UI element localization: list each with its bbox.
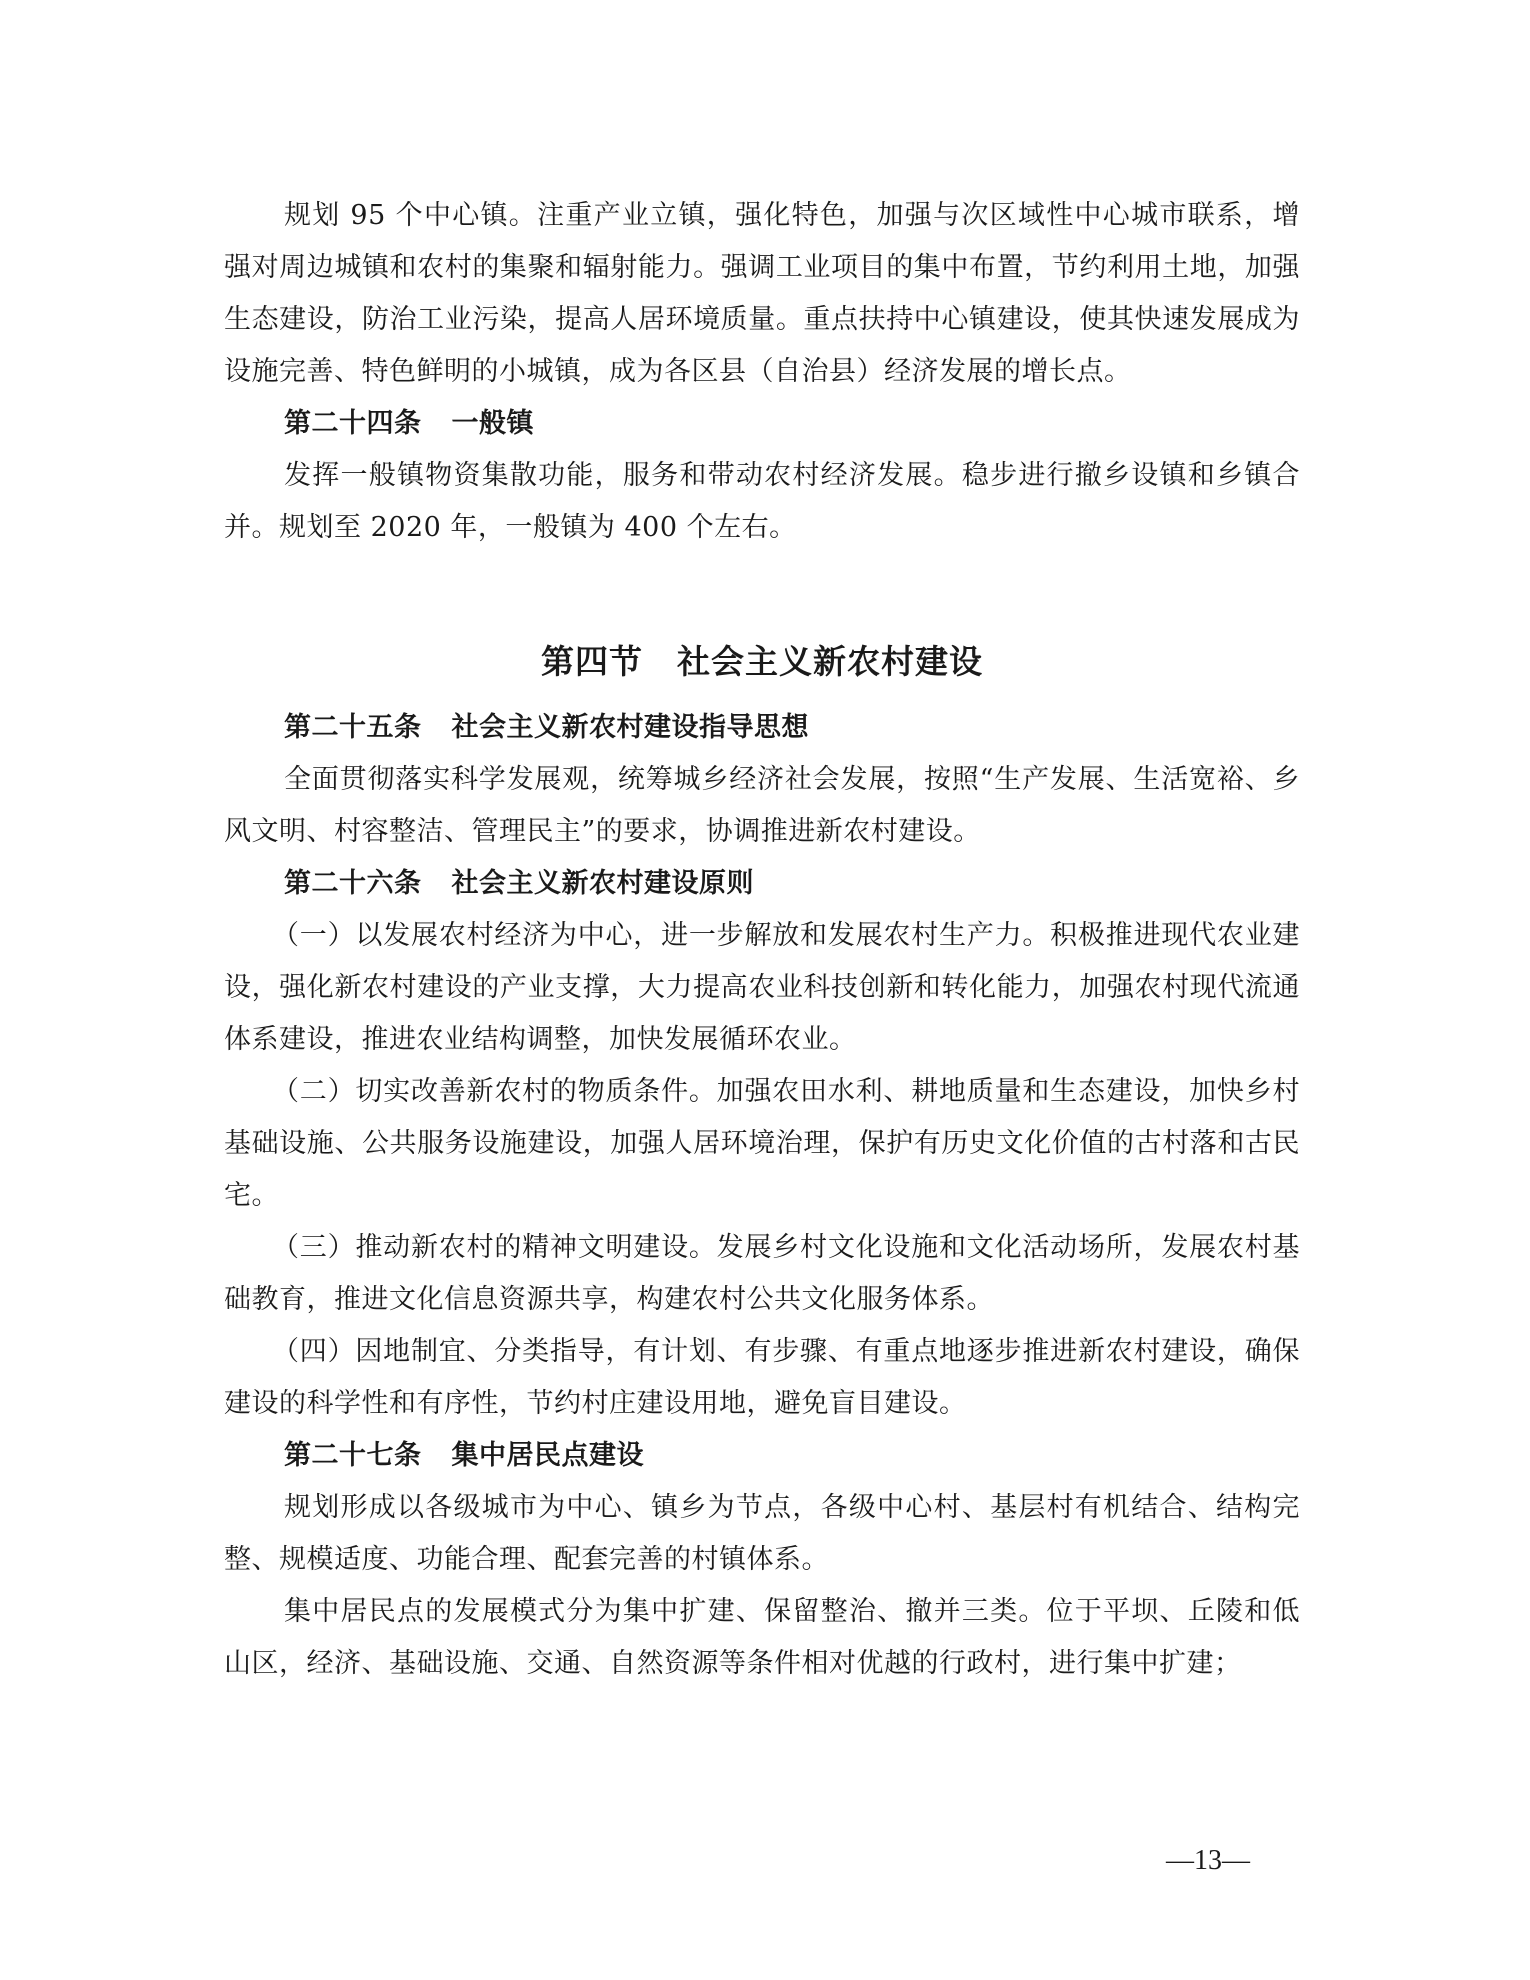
- article-25-body: 全面贯彻落实科学发展观，统筹城乡经济社会发展，按照“生产发展、生活宽裕、乡风文明、村容整洁、管理民主”的要求，协调推进新农村建设。: [224, 764, 1300, 847]
- article-27-paragraph-2: 集中居民点的发展模式分为集中扩建、保留整治、撤并三类。位于平坝、丘陵和低山区，经济、基础设施、交通、自然资源等条件相对优越的行政村，进行集中扩建；: [224, 1596, 1300, 1679]
- article-24-heading: [224, 398, 1300, 450]
- article-26-item-4: （四）因地制宜、分类指导，有计划、有步骤、有重点地逐步推进新农村建设，确保建设的科学性和有序性，节约村庄建设用地，避免盲目建设。: [224, 1336, 1300, 1419]
- article-27-number: 第二十七条: [284, 1440, 422, 1471]
- article-25-title: 社会主义新农村建设指导思想: [451, 712, 809, 743]
- article-24-body: 发挥一般镇物资集散功能，服务和带动农村经济发展。稳步进行撤乡设镇和乡镇合并。规划至 2020 年，一般镇为 400 个左右。: [224, 460, 1300, 543]
- section-4-heading: [224, 632, 1300, 692]
- paragraph-central-towns: 规划 95 个中心镇。注重产业立镇，强化特色，加强与次区域性中心城市联系，增强对周边城镇和农村的集聚和辐射能力。强调工业项目的集中布置，节约利用土地，加强生态建设，防治工业污染，提高人居环境质量。重点扶持中心镇建设，使其快速发展成为设施完善、特色鲜明的小城镇，成为各区县（自治县）经济发展的增长点。: [224, 200, 1300, 387]
- article-25-heading: [224, 702, 1300, 754]
- article-26-heading: [224, 858, 1300, 910]
- article-26-item-2: （二）切实改善新农村的物质条件。加强农田水利、耕地质量和生态建设，加快乡村基础设施、公共服务设施建设，加强人居环境治理，保护有历史文化价值的古村落和古民宅。: [224, 1076, 1300, 1211]
- page-number: —13—: [1166, 1845, 1250, 1876]
- article-26-number: 第二十六条: [284, 868, 422, 899]
- article-27-heading: [224, 1430, 1300, 1482]
- article-26-item-1: （一）以发展农村经济为中心，进一步解放和发展农村生产力。积极推进现代农业建设，强化新农村建设的产业支撑，大力提高农业科技创新和转化能力，加强农村现代流通体系建设，推进农业结构调整，加快发展循环农业。: [224, 920, 1300, 1055]
- section-4-title: 社会主义新农村建设: [677, 642, 983, 681]
- section-4-number: 第四节: [541, 642, 643, 681]
- article-24-number: 第二十四条: [284, 408, 422, 439]
- article-25-number: 第二十五条: [284, 712, 422, 743]
- article-27-title: 集中居民点建设: [451, 1440, 644, 1471]
- article-26-title: 社会主义新农村建设原则: [451, 868, 754, 899]
- article-27-paragraph-1: 规划形成以各级城市为中心、镇乡为节点，各级中心村、基层村有机结合、结构完整、规模适度、功能合理、配套完善的村镇体系。: [224, 1492, 1300, 1575]
- article-26-item-3: （三）推动新农村的精神文明建设。发展乡村文化设施和文化活动场所，发展农村基础教育，推进文化信息资源共享，构建农村公共文化服务体系。: [224, 1232, 1300, 1315]
- article-24-title: 一般镇: [451, 408, 534, 439]
- page-content: [224, 190, 1300, 1690]
